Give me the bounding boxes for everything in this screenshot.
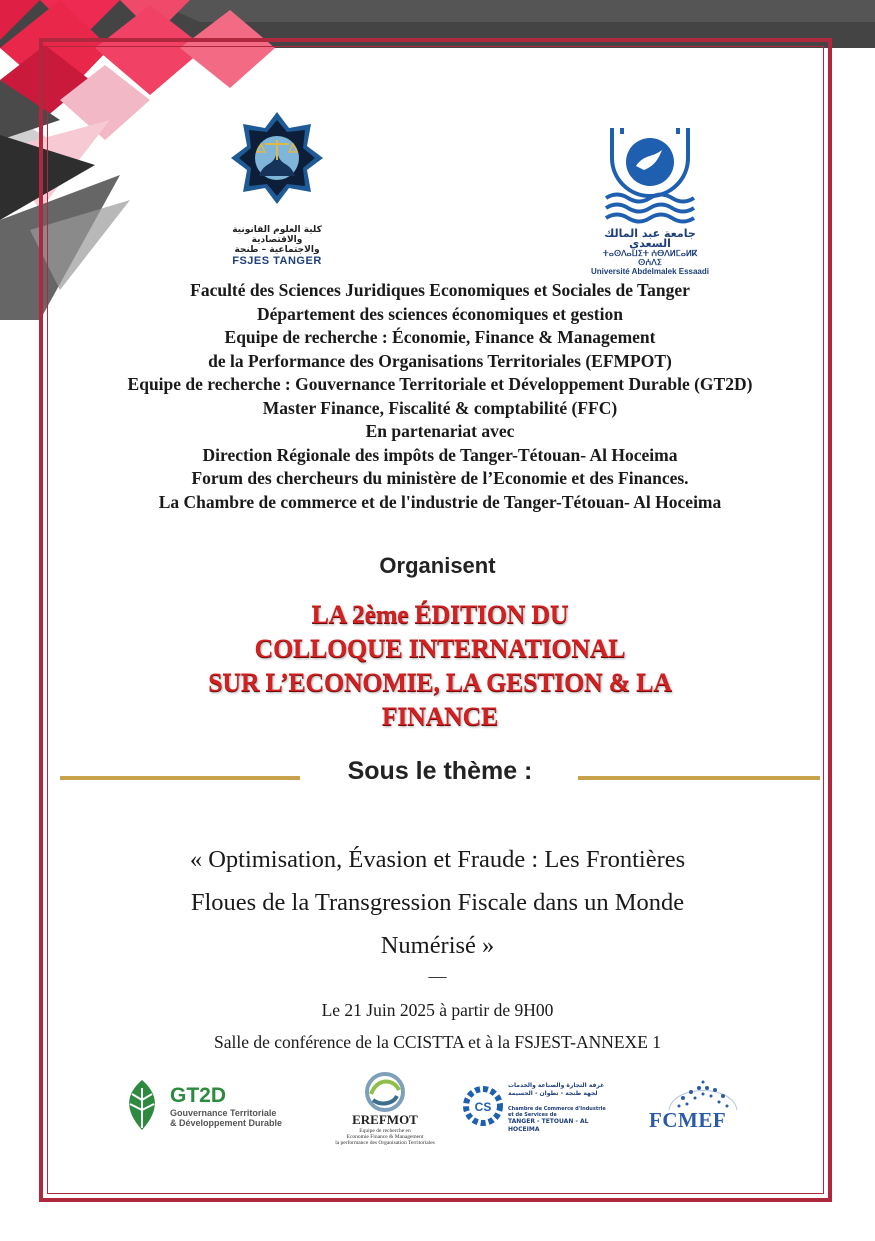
separator: — xyxy=(428,966,447,986)
cci-french-name: Chambre de Commerce d'Industrie et de Services de xyxy=(508,1106,606,1118)
erefmot-logo xyxy=(320,1072,450,1152)
institution-line: La Chambre de commerce et de l'industrie de Tanger-Tétouan- Al Hoceima xyxy=(158,491,722,512)
cci-arabic-region: لجهة طنجة - تطوان - الحسيمة xyxy=(508,1090,598,1097)
scales-justice-star-icon xyxy=(229,110,325,220)
uae-tifinagh-name: ⵜⴰⵙⴷⴰⵡⵉⵜ ⵄⴱⴷⵍⵎⴰⵍⴽ ⵙⵄⴷⵉ xyxy=(602,249,698,267)
erefmot-subtitle: Equipe de recherche en xyxy=(359,1128,411,1134)
cci-arabic-name: غرفة التجارة والصناعة والخدمات xyxy=(508,1082,605,1089)
uae-arabic-name: جامعة عبد المالك السعدي xyxy=(604,227,696,250)
fcmef-name: FCMEF xyxy=(649,1108,727,1132)
swirl-circle-icon xyxy=(363,1072,407,1112)
institutions-block xyxy=(60,279,820,514)
erefmot-subtitle-2: Economie Finance & Management xyxy=(346,1134,424,1140)
fsjes-logo xyxy=(215,110,339,267)
institution-line: Equipe de recherche : Gouvernance Territoriale et Développement Durable (GT2D) xyxy=(127,374,753,394)
svg-text:CS: CS xyxy=(474,1100,492,1114)
uae-logo xyxy=(590,124,710,276)
erefmot-name: EREFMOT xyxy=(352,1112,418,1127)
institution-line: Département des sciences économiques et gestion xyxy=(257,303,623,324)
cci-logo xyxy=(462,1072,612,1152)
fsjes-label: FSJES TANGER xyxy=(232,255,322,267)
event-venue: Salle de conférence de la CCISTTA et à la FSJEST-ANNEXE 1 xyxy=(213,1032,662,1052)
event-date: Le 21 Juin 2025 à partir de 9H00 xyxy=(321,1000,554,1020)
organise-heading: Organisent xyxy=(379,553,496,578)
event-title-line: COLLOQUE INTERNATIONAL xyxy=(254,634,626,663)
institution-line: Master Finance, Fiscalité & comptabilité (FFC) xyxy=(262,397,618,418)
institution-line: En partenariat avec xyxy=(365,421,515,441)
erefmot-subtitle-3: la performance des Organisation Territoriales xyxy=(335,1140,435,1146)
institution-line: Equipe de recherche : Économie, Finance & Management xyxy=(224,327,656,347)
theme-line: Floues de la Transgression Fiscale dans un Monde xyxy=(190,889,685,916)
green-leaf-icon xyxy=(118,1078,166,1132)
gt2d-subtitle-2: & Développement Durable xyxy=(170,1118,283,1128)
event-title-line: LA 2ème ÉDITION DU xyxy=(311,600,569,629)
institution-line: Faculté des Sciences Juridiques Economiques et Sociales de Tanger xyxy=(190,280,690,300)
institution-line: de la Performance des Organisations Territoriales (EFMPOT) xyxy=(208,350,672,371)
globe-dots-icon xyxy=(663,1076,743,1112)
dove-waves-icon xyxy=(600,124,700,224)
fcmef-logo xyxy=(645,1072,765,1152)
event-title-line: SUR L’ECONOMIE, LA GESTION & LA xyxy=(208,668,672,697)
theme-heading-row xyxy=(60,757,820,791)
uae-label: Université Abdelmalek Essaadi xyxy=(591,267,709,276)
gt2d-logo xyxy=(118,1072,288,1152)
gear-cs-icon xyxy=(462,1084,504,1128)
institution-line: Forum des chercheurs du ministère de l’Economie et des Finances. xyxy=(191,468,689,488)
event-title-line: FINANCE xyxy=(381,702,499,731)
gt2d-name: GT2D xyxy=(170,1084,227,1107)
fsjes-arabic-name-2: والاجتماعية – طنجة xyxy=(234,245,320,255)
gt2d-subtitle: Gouvernance Territoriale xyxy=(170,1108,277,1118)
theme-label: Sous le thème : xyxy=(347,757,533,785)
theme-line: Numérisé » xyxy=(380,932,495,959)
fsjes-arabic-name: كلية العلوم القانونية والاقتصادية xyxy=(232,225,322,245)
theme-line: « Optimisation, Évasion et Fraude : Les Frontières xyxy=(189,846,686,873)
institution-line: Direction Régionale des impôts de Tanger-Tétouan- Al Hoceima xyxy=(202,444,678,465)
theme-text xyxy=(100,838,775,967)
event-title xyxy=(60,598,820,734)
cci-region: TANGER - TETOUAN - AL HOCEIMA xyxy=(508,1118,589,1133)
